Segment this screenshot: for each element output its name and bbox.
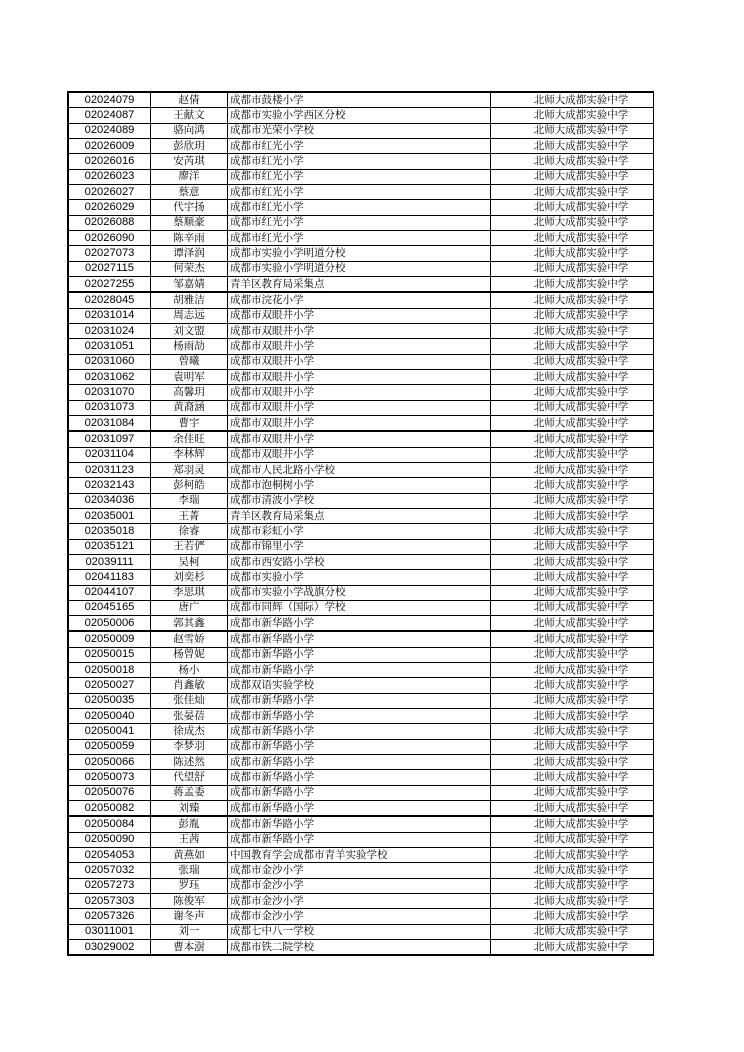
- primary-school-cell: 成都市锦里小学: [228, 539, 491, 554]
- student-name-cell: 邹嘉婧: [151, 276, 228, 292]
- student-id-cell: 02050082: [69, 801, 151, 817]
- primary-school-cell: 成都市同辉（国际）学校: [228, 600, 491, 615]
- table-row: [69, 184, 654, 199]
- student-id-cell: 02050009: [69, 631, 151, 647]
- student-name-cell: 张晏蓓: [151, 709, 228, 724]
- admitted-school-cell: 北师大成都实验中学: [491, 539, 654, 554]
- table-row: [69, 801, 654, 817]
- primary-school-cell: 成都市新华路小学: [228, 724, 491, 739]
- student-name-cell: 张佳灿: [151, 693, 228, 708]
- admitted-school-cell: 北师大成都实验中学: [491, 215, 654, 230]
- student-name-cell: 黄燕如: [151, 848, 228, 863]
- admitted-school-cell: 北师大成都实验中学: [491, 647, 654, 662]
- primary-school-cell: 成都市光荣小学校: [228, 123, 491, 138]
- student-id-cell: 02050090: [69, 832, 151, 847]
- student-id-cell: 02031014: [69, 308, 151, 323]
- primary-school-cell: 成都市新华路小学: [228, 801, 491, 817]
- student-id-cell: 02044107: [69, 585, 151, 600]
- table-row: [69, 93, 654, 108]
- student-name-cell: 李梦羽: [151, 739, 228, 754]
- table-row: [69, 894, 654, 909]
- table-row: [69, 924, 654, 939]
- table-row: [69, 739, 654, 754]
- admitted-school-cell: 北师大成都实验中学: [491, 848, 654, 863]
- admitted-school-cell: 北师大成都实验中学: [491, 138, 654, 153]
- primary-school-cell: 成都市西安路小学校: [228, 554, 491, 569]
- table-row: [69, 647, 654, 662]
- student-id-cell: 02050027: [69, 678, 151, 693]
- student-name-cell: 郭其鑫: [151, 616, 228, 632]
- admitted-school-cell: 北师大成都实验中学: [491, 169, 654, 184]
- primary-school-cell: 成都市双眼井小学: [228, 385, 491, 400]
- admitted-school-cell: 北师大成都实验中学: [491, 123, 654, 138]
- primary-school-cell: 成都市双眼井小学: [228, 447, 491, 462]
- student-id-cell: 02050006: [69, 616, 151, 632]
- student-name-cell: 李瑞: [151, 493, 228, 508]
- primary-school-cell: 成都市红光小学: [228, 215, 491, 230]
- table-row: [69, 909, 654, 924]
- primary-school-cell: 成都市鼓楼小学: [228, 93, 491, 108]
- student-name-cell: 黄裔涵: [151, 400, 228, 415]
- table-row: [69, 169, 654, 184]
- table-row: [69, 678, 654, 693]
- student-id-cell: 03029002: [69, 940, 151, 955]
- primary-school-cell: 成都市实验小学西区分校: [228, 108, 491, 123]
- primary-school-cell: 成都市实验小学明道分校: [228, 246, 491, 261]
- student-name-cell: 徐睿: [151, 524, 228, 539]
- table-row: [69, 539, 654, 554]
- primary-school-cell: 成都市新华路小学: [228, 832, 491, 847]
- student-name-cell: 安芮琪: [151, 154, 228, 169]
- table-row: [69, 616, 654, 632]
- student-id-cell: 02057326: [69, 909, 151, 924]
- table-row: [69, 276, 654, 292]
- table-row: [69, 200, 654, 215]
- primary-school-cell: 成都市浣花小学: [228, 292, 491, 308]
- admitted-school-cell: 北师大成都实验中学: [491, 431, 654, 447]
- table-row: [69, 724, 654, 739]
- student-id-cell: 02050041: [69, 724, 151, 739]
- admitted-school-cell: 北师大成都实验中学: [491, 493, 654, 508]
- table-row: [69, 431, 654, 447]
- table-row: [69, 848, 654, 863]
- primary-school-cell: 成都市双眼井小学: [228, 354, 491, 369]
- primary-school-cell: 成都市金沙小学: [228, 878, 491, 893]
- admitted-school-cell: 北师大成都实验中学: [491, 570, 654, 585]
- student-id-cell: 02039111: [69, 554, 151, 569]
- student-name-cell: 徐成杰: [151, 724, 228, 739]
- student-id-cell: 02031123: [69, 462, 151, 477]
- student-name-cell: 郑羽灵: [151, 462, 228, 477]
- student-name-cell: 王菁: [151, 508, 228, 523]
- admitted-school-cell: 北师大成都实验中学: [491, 400, 654, 415]
- student-id-cell: 02028045: [69, 292, 151, 308]
- admitted-school-cell: 北师大成都实验中学: [491, 308, 654, 323]
- primary-school-cell: 成都市双眼井小学: [228, 308, 491, 323]
- table-row: [69, 400, 654, 415]
- primary-school-cell: 成都七中八一学校: [228, 924, 491, 939]
- primary-school-cell: 成都市新华路小学: [228, 616, 491, 632]
- student-name-cell: 肖鑫敏: [151, 678, 228, 693]
- student-name-cell: 张瑞: [151, 863, 228, 878]
- student-id-cell: 02031051: [69, 339, 151, 354]
- student-id-cell: 02035018: [69, 524, 151, 539]
- primary-school-cell: 成都市新华路小学: [228, 647, 491, 662]
- admitted-school-cell: 北师大成都实验中学: [491, 863, 654, 878]
- student-table-body: [69, 93, 654, 955]
- student-name-cell: 刘一: [151, 924, 228, 939]
- student-table-sheet: [67, 91, 654, 956]
- student-id-cell: 02050073: [69, 770, 151, 785]
- student-name-cell: 唐广: [151, 600, 228, 615]
- primary-school-cell: 成都市双眼井小学: [228, 339, 491, 354]
- student-name-cell: 谢冬声: [151, 909, 228, 924]
- table-row: [69, 138, 654, 153]
- student-name-cell: 刘奕杉: [151, 570, 228, 585]
- student-name-cell: 李林辉: [151, 447, 228, 462]
- table-row: [69, 785, 654, 800]
- admitted-school-cell: 北师大成都实验中学: [491, 832, 654, 847]
- admitted-school-cell: 北师大成都实验中学: [491, 108, 654, 123]
- primary-school-cell: 成都市新华路小学: [228, 631, 491, 647]
- admitted-school-cell: 北师大成都实验中学: [491, 323, 654, 338]
- student-id-cell: 02026009: [69, 138, 151, 153]
- table-row: [69, 123, 654, 138]
- table-row: [69, 385, 654, 400]
- student-id-cell: 03011001: [69, 924, 151, 939]
- table-row: [69, 585, 654, 600]
- admitted-school-cell: 北师大成都实验中学: [491, 785, 654, 800]
- student-name-cell: 赵雪娇: [151, 631, 228, 647]
- admitted-school-cell: 北师大成都实验中学: [491, 261, 654, 276]
- admitted-school-cell: 北师大成都实验中学: [491, 246, 654, 261]
- primary-school-cell: 成都市双眼井小学: [228, 415, 491, 431]
- table-row: [69, 755, 654, 770]
- admitted-school-cell: 北师大成都实验中学: [491, 339, 654, 354]
- table-row: [69, 554, 654, 569]
- student-name-cell: 谭泽润: [151, 246, 228, 261]
- student-name-cell: 蔡意: [151, 184, 228, 199]
- student-name-cell: 曹本澍: [151, 940, 228, 955]
- admitted-school-cell: 北师大成都实验中学: [491, 724, 654, 739]
- student-id-cell: 02027115: [69, 261, 151, 276]
- student-name-cell: 代望舒: [151, 770, 228, 785]
- student-id-cell: 02035001: [69, 508, 151, 523]
- table-row: [69, 108, 654, 123]
- primary-school-cell: 成都市金沙小学: [228, 909, 491, 924]
- student-name-cell: 陈述然: [151, 755, 228, 770]
- student-name-cell: 蒋孟委: [151, 785, 228, 800]
- table-row: [69, 570, 654, 585]
- admitted-school-cell: 北师大成都实验中学: [491, 93, 654, 108]
- table-row: [69, 878, 654, 893]
- table-row: [69, 493, 654, 508]
- admitted-school-cell: 北师大成都实验中学: [491, 200, 654, 215]
- admitted-school-cell: 北师大成都实验中学: [491, 631, 654, 647]
- table-row: [69, 154, 654, 169]
- primary-school-cell: 成都市新华路小学: [228, 785, 491, 800]
- admitted-school-cell: 北师大成都实验中学: [491, 415, 654, 431]
- student-name-cell: 代宇扬: [151, 200, 228, 215]
- primary-school-cell: 成都市新华路小学: [228, 770, 491, 785]
- table-row: [69, 354, 654, 369]
- admitted-school-cell: 北师大成都实验中学: [491, 739, 654, 754]
- student-id-cell: 02026016: [69, 154, 151, 169]
- table-row: [69, 339, 654, 354]
- table-row: [69, 631, 654, 647]
- table-row: [69, 478, 654, 493]
- table-row: [69, 832, 654, 847]
- table-row: [69, 246, 654, 261]
- primary-school-cell: 成都市新华路小学: [228, 816, 491, 832]
- admitted-school-cell: 北师大成都实验中学: [491, 894, 654, 909]
- student-id-cell: 02031070: [69, 385, 151, 400]
- student-id-cell: 02031104: [69, 447, 151, 462]
- primary-school-cell: 成都市新华路小学: [228, 693, 491, 708]
- primary-school-cell: 成都市红光小学: [228, 200, 491, 215]
- student-id-cell: 02050076: [69, 785, 151, 800]
- table-row: [69, 292, 654, 308]
- table-row: [69, 323, 654, 338]
- admitted-school-cell: 北师大成都实验中学: [491, 801, 654, 817]
- student-id-cell: 02024079: [69, 93, 151, 108]
- primary-school-cell: 成都市金沙小学: [228, 894, 491, 909]
- student-id-cell: 02050066: [69, 755, 151, 770]
- student-name-cell: 彭欣玥: [151, 138, 228, 153]
- table-row: [69, 770, 654, 785]
- student-name-cell: 王若俨: [151, 539, 228, 554]
- primary-school-cell: 成都市彩虹小学: [228, 524, 491, 539]
- table-row: [69, 230, 654, 245]
- student-name-cell: 骆向鸿: [151, 123, 228, 138]
- admitted-school-cell: 北师大成都实验中学: [491, 616, 654, 632]
- admitted-school-cell: 北师大成都实验中学: [491, 770, 654, 785]
- student-name-cell: 胡雅洁: [151, 292, 228, 308]
- table-row: [69, 308, 654, 323]
- student-id-cell: 02054053: [69, 848, 151, 863]
- student-id-cell: 02026029: [69, 200, 151, 215]
- admitted-school-cell: 北师大成都实验中学: [491, 184, 654, 199]
- student-id-cell: 02050059: [69, 739, 151, 754]
- primary-school-cell: 成都市实验小学: [228, 570, 491, 585]
- student-id-cell: 02057273: [69, 878, 151, 893]
- primary-school-cell: 成都市实验小学明道分校: [228, 261, 491, 276]
- admitted-school-cell: 北师大成都实验中学: [491, 524, 654, 539]
- table-row: [69, 215, 654, 230]
- admitted-school-cell: 北师大成都实验中学: [491, 385, 654, 400]
- student-name-cell: 高馨玥: [151, 385, 228, 400]
- student-name-cell: 余佳旺: [151, 431, 228, 447]
- primary-school-cell: 成都市清波小学校: [228, 493, 491, 508]
- student-id-cell: 02031097: [69, 431, 151, 447]
- admitted-school-cell: 北师大成都实验中学: [491, 369, 654, 384]
- admitted-school-cell: 北师大成都实验中学: [491, 508, 654, 523]
- primary-school-cell: 成都市双眼井小学: [228, 400, 491, 415]
- student-id-cell: 02050018: [69, 663, 151, 678]
- primary-school-cell: 成都市双眼井小学: [228, 431, 491, 447]
- student-name-cell: 王茜: [151, 832, 228, 847]
- student-name-cell: 彭胤: [151, 816, 228, 832]
- table-row: [69, 693, 654, 708]
- student-name-cell: 赵倩: [151, 93, 228, 108]
- table-row: [69, 524, 654, 539]
- admitted-school-cell: 北师大成都实验中学: [491, 447, 654, 462]
- primary-school-cell: 成都市新华路小学: [228, 663, 491, 678]
- student-id-cell: 02032143: [69, 478, 151, 493]
- student-id-cell: 02026023: [69, 169, 151, 184]
- student-name-cell: 蔡顺豪: [151, 215, 228, 230]
- student-id-cell: 02031073: [69, 400, 151, 415]
- table-row: [69, 709, 654, 724]
- admitted-school-cell: 北师大成都实验中学: [491, 478, 654, 493]
- admitted-school-cell: 北师大成都实验中学: [491, 878, 654, 893]
- table-row: [69, 940, 654, 955]
- student-id-cell: 02035121: [69, 539, 151, 554]
- student-name-cell: 曾曦: [151, 354, 228, 369]
- primary-school-cell: 成都市红光小学: [228, 230, 491, 245]
- admitted-school-cell: 北师大成都实验中学: [491, 816, 654, 832]
- student-id-cell: 02027255: [69, 276, 151, 292]
- student-name-cell: 李思琪: [151, 585, 228, 600]
- primary-school-cell: 成都市双眼井小学: [228, 323, 491, 338]
- student-id-cell: 02045165: [69, 600, 151, 615]
- admitted-school-cell: 北师大成都实验中学: [491, 663, 654, 678]
- student-id-cell: 02050040: [69, 709, 151, 724]
- admitted-school-cell: 北师大成都实验中学: [491, 292, 654, 308]
- table-row: [69, 415, 654, 431]
- primary-school-cell: 成都市金沙小学: [228, 863, 491, 878]
- student-id-cell: 02026088: [69, 215, 151, 230]
- primary-school-cell: 成都市红光小学: [228, 138, 491, 153]
- student-name-cell: 杨小: [151, 663, 228, 678]
- student-name-cell: 罗珏: [151, 878, 228, 893]
- student-id-cell: 02050084: [69, 816, 151, 832]
- primary-school-cell: 成都市新华路小学: [228, 709, 491, 724]
- student-id-cell: 02031060: [69, 354, 151, 369]
- student-name-cell: 周志远: [151, 308, 228, 323]
- admitted-school-cell: 北师大成都实验中学: [491, 554, 654, 569]
- admitted-school-cell: 北师大成都实验中学: [491, 693, 654, 708]
- primary-school-cell: 成都市铁二院学校: [228, 940, 491, 955]
- admitted-school-cell: 北师大成都实验中学: [491, 154, 654, 169]
- student-name-cell: 彭柯皓: [151, 478, 228, 493]
- student-name-cell: 刘文盟: [151, 323, 228, 338]
- student-id-cell: 02027073: [69, 246, 151, 261]
- admitted-school-cell: 北师大成都实验中学: [491, 354, 654, 369]
- student-name-cell: 廖洋: [151, 169, 228, 184]
- student-id-cell: 02031062: [69, 369, 151, 384]
- student-id-cell: 02050035: [69, 693, 151, 708]
- student-name-cell: 杨曾妮: [151, 647, 228, 662]
- student-name-cell: 吴柯: [151, 554, 228, 569]
- admitted-school-cell: 北师大成都实验中学: [491, 909, 654, 924]
- student-id-cell: 02031024: [69, 323, 151, 338]
- primary-school-cell: 成都市实验小学战旗分校: [228, 585, 491, 600]
- primary-school-cell: 成都双语实验学校: [228, 678, 491, 693]
- student-name-cell: 王献文: [151, 108, 228, 123]
- admitted-school-cell: 北师大成都实验中学: [491, 755, 654, 770]
- student-id-cell: 02031084: [69, 415, 151, 431]
- primary-school-cell: 成都市双眼井小学: [228, 369, 491, 384]
- primary-school-cell: 青羊区教育局采集点: [228, 508, 491, 523]
- admitted-school-cell: 北师大成都实验中学: [491, 585, 654, 600]
- student-id-cell: 02024089: [69, 123, 151, 138]
- admitted-school-cell: 北师大成都实验中学: [491, 462, 654, 477]
- primary-school-cell: 中国教育学会成都市青羊实验学校: [228, 848, 491, 863]
- admitted-school-cell: 北师大成都实验中学: [491, 230, 654, 245]
- student-name-cell: 何荣杰: [151, 261, 228, 276]
- table-row: [69, 462, 654, 477]
- student-id-cell: 02026027: [69, 184, 151, 199]
- table-row: [69, 369, 654, 384]
- admitted-school-cell: 北师大成都实验中学: [491, 924, 654, 939]
- table-row: [69, 508, 654, 523]
- primary-school-cell: 成都市新华路小学: [228, 739, 491, 754]
- table-row: [69, 447, 654, 462]
- primary-school-cell: 成都市红光小学: [228, 154, 491, 169]
- primary-school-cell: 成都市红光小学: [228, 169, 491, 184]
- table-row: [69, 261, 654, 276]
- table-row: [69, 663, 654, 678]
- student-name-cell: 袁明军: [151, 369, 228, 384]
- table-row: [69, 600, 654, 615]
- table-row: [69, 816, 654, 832]
- student-id-cell: 02026090: [69, 230, 151, 245]
- admitted-school-cell: 北师大成都实验中学: [491, 276, 654, 292]
- admitted-school-cell: 北师大成都实验中学: [491, 940, 654, 955]
- student-id-cell: 02024087: [69, 108, 151, 123]
- student-id-cell: 02050015: [69, 647, 151, 662]
- primary-school-cell: 青羊区教育局采集点: [228, 276, 491, 292]
- primary-school-cell: 成都市人民北路小学校: [228, 462, 491, 477]
- student-id-cell: 02057303: [69, 894, 151, 909]
- primary-school-cell: 成都市红光小学: [228, 184, 491, 199]
- table-row: [69, 863, 654, 878]
- student-id-cell: 02041183: [69, 570, 151, 585]
- admitted-school-cell: 北师大成都实验中学: [491, 678, 654, 693]
- student-name-cell: 刘臻: [151, 801, 228, 817]
- primary-school-cell: 成都市泡桐树小学: [228, 478, 491, 493]
- admitted-school-cell: 北师大成都实验中学: [491, 600, 654, 615]
- student-name-cell: 陈辛雨: [151, 230, 228, 245]
- student-table: [68, 92, 654, 955]
- primary-school-cell: 成都市新华路小学: [228, 755, 491, 770]
- student-name-cell: 杨雨劼: [151, 339, 228, 354]
- student-id-cell: 02057032: [69, 863, 151, 878]
- admitted-school-cell: 北师大成都实验中学: [491, 709, 654, 724]
- student-id-cell: 02034036: [69, 493, 151, 508]
- student-name-cell: 陈俊军: [151, 894, 228, 909]
- student-name-cell: 曹宇: [151, 415, 228, 431]
